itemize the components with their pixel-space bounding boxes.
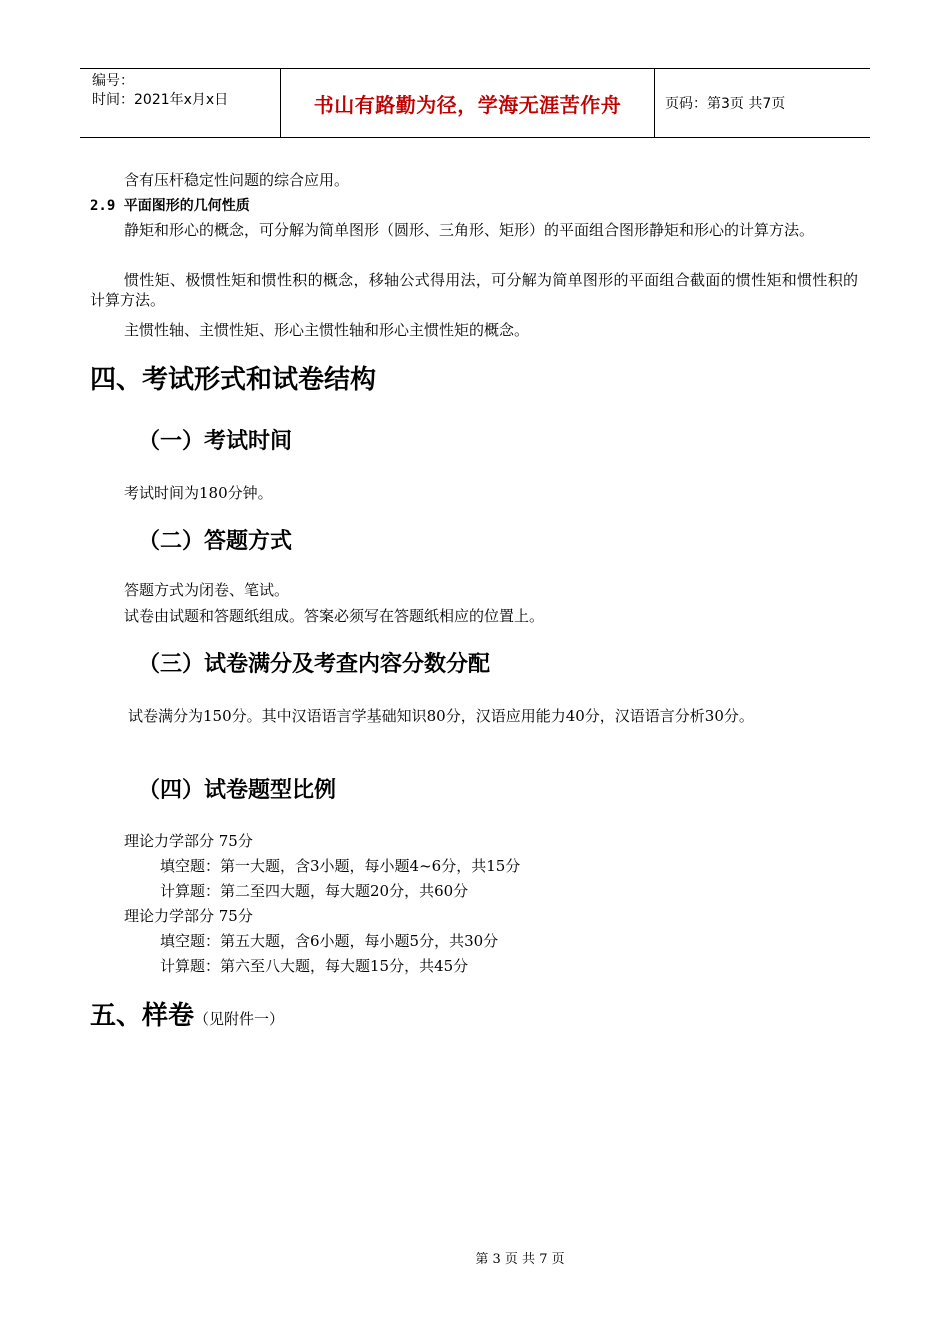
time-label: 时间：2021年x月x日 [92,92,229,108]
serial-label: 编号： [92,73,134,89]
heading-score-distribution: （三）试卷满分及考查内容分数分配 [138,652,491,677]
answer-method-line-2: 试卷由试题和答题纸组成。答案必须写在答题纸相应的位置上。 [124,607,545,625]
page-header [80,68,870,138]
heading-sample-paper-note: （见附件一） [194,1010,285,1028]
section-2-9-title: 2.9 平面图形的几何性质 [90,198,250,214]
header-page-info: 页码：第3页 共7页 [665,96,786,112]
question-type-line: 理论力学部分 75分 [124,832,253,850]
header-motto: 书山有路勤为径，学海无涯苦作舟 [281,69,655,137]
heading-answer-method: （二）答题方式 [138,529,293,554]
question-type-line: 填空题：第一大题，含3小题，每小题4~6分，共15分 [160,857,521,875]
exam-time-text: 考试时间为180分钟。 [124,484,273,502]
header-meta [80,69,281,137]
section-2-9-paragraph-3: 主惯性轴、主惯性矩、形心主惯性轴和形心主惯性矩的概念。 [124,321,530,339]
compression-line: 含有压杆稳定性问题的综合应用。 [124,171,350,189]
heading-sample-paper [90,1000,284,1035]
heading-exam-time: （一）考试时间 [138,429,293,454]
score-distribution-text: 试卷满分为150分。其中汉语语言学基础知识80分，汉语应用能力40分，汉语语言分析30分。 [128,707,754,725]
page-footer: 第 3 页 共 7 页 [475,1252,565,1267]
section-2-9-paragraph-2: 惯性矩、极惯性矩和惯性积的概念，移轴公式得用法，可分解为简单图形的平面组合截面的惯性矩和惯性积的计算方法。 [90,271,858,309]
heading-exam-format: 四、考试形式和试卷结构 [90,365,377,395]
heading-question-types: （四）试卷题型比例 [138,778,337,803]
question-type-line: 计算题：第六至八大题，每大题15分，共45分 [160,957,469,975]
question-type-line: 理论力学部分 75分 [124,907,253,925]
question-type-line: 计算题：第二至四大题，每大题20分，共60分 [160,882,469,900]
section-2-9-paragraph-1: 静矩和形心的概念，可分解为简单图形（圆形、三角形、矩形）的平面组合图形静矩和形心的计算方法。 [124,221,815,239]
answer-method-line-1: 答题方式为闭卷、笔试。 [124,581,290,599]
question-type-line: 填空题：第五大题，含6小题，每小题5分，共30分 [160,932,499,950]
heading-sample-paper-text: 五、样卷 [90,1001,195,1031]
